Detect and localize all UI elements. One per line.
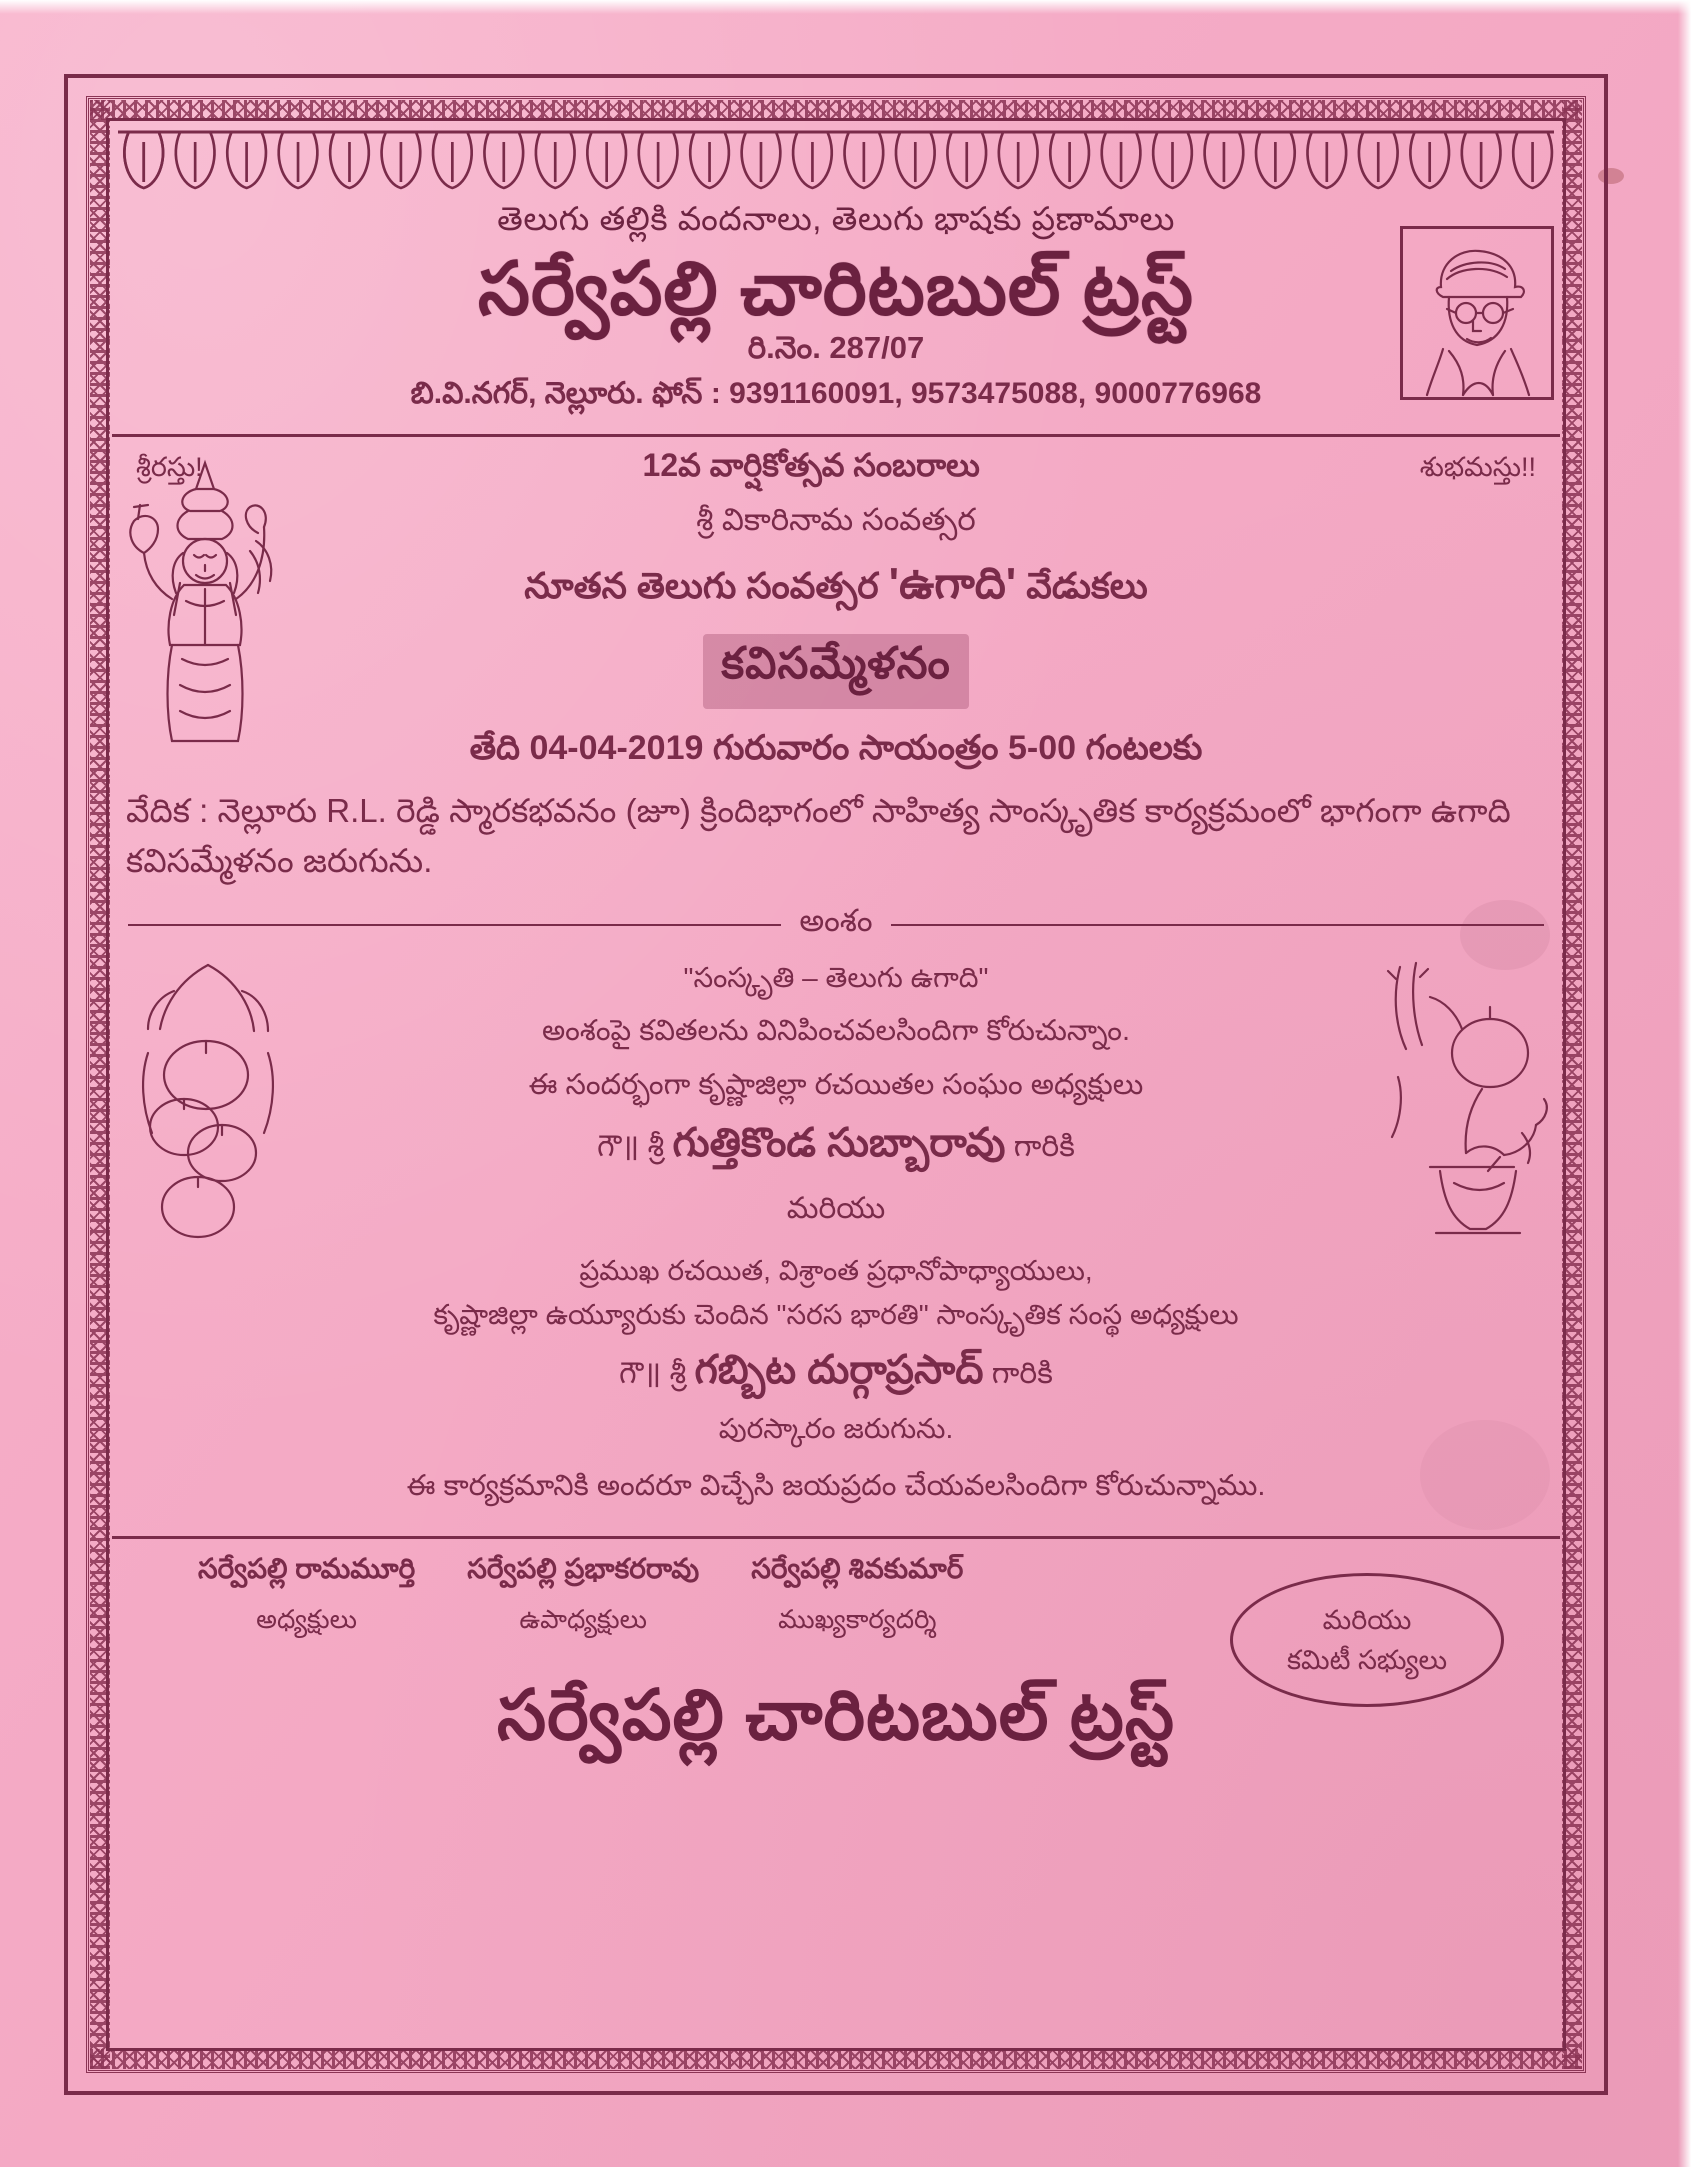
- signatory-name: సర్వేపల్లి రామమూర్తి: [198, 1553, 416, 1585]
- honoree-two-desc-line1: ప్రముఖ రచయిత, విశ్రాంత ప్రధానోపాధ్యాయులు,: [579, 1255, 1093, 1287]
- paper-edge-right: [1678, 0, 1700, 2167]
- honoree-one-prefix: గౌ॥ శ్రీ: [597, 1130, 673, 1164]
- knot-border-top: [90, 100, 1582, 120]
- signatory-name: సర్వేపల్లి శివకుమార్: [751, 1553, 964, 1585]
- signatory-name: సర్వేపల్లి ప్రభాకరరావు: [467, 1553, 700, 1585]
- portrait-frame: [1400, 226, 1554, 400]
- occasion-row: [118, 447, 1554, 492]
- salutation-text: తెలుగు తల్లికి వందనాలు, తెలుగు భాషకు ప్రణామాలు: [497, 200, 1175, 237]
- honoree-two-suffix: గారికి: [983, 1357, 1053, 1391]
- topic-label: అంశం: [799, 903, 873, 939]
- right-blessing: శుభమస్తు!!: [1419, 452, 1536, 483]
- closing-line: ఈ కార్యక్రమానికి అందరూ విచ్చేసి జయప్రదం చేయవలసిందిగా కోరుచున్నాము.: [406, 1470, 1266, 1503]
- honoree-two-name: గబ్బిట దుర్గాప్రసాద్: [694, 1348, 984, 1393]
- event-venue: వేదిక : నెల్లూరు R.L. రెడ్డి స్మారకభవనం (జూ) క్రిందిభాగంలో సాహిత్య సాంస్కృతిక కార్యక్రమంలో భాగంగా ఉగాది కవిసమ్మేళనం జరుగును.: [126, 792, 1511, 879]
- event-badge-row: [118, 620, 1554, 713]
- samvatsara-line: శ్రీ వికారినామ సంవత్సర: [696, 502, 976, 538]
- signatory-role: అధ్యక్షులు: [256, 1604, 358, 1635]
- ugadi-suffix: వేడుకలు: [1016, 565, 1148, 607]
- left-blessing: శ్రీరస్తు!: [136, 452, 203, 483]
- address-and-phone: బి.వి.నగర్, నెల్లూరు. ఫోన్ : 9391160091, 9573475088, 9000776968: [410, 377, 1262, 411]
- kalasam-icon: [1370, 957, 1560, 1257]
- honoree-one-name: గుత్తికొండ సుబ్బారావు: [672, 1121, 1006, 1166]
- mango-icon: [118, 957, 298, 1257]
- trust-title: సర్వేపల్లి చారిటబుల్ ట్రస్ట్: [478, 247, 1194, 330]
- signatory-role: ముఖ్యకార్యదర్శి: [778, 1604, 937, 1635]
- honoree-two-prefix: గౌ॥ శ్రీ: [619, 1357, 695, 1391]
- event-datetime: తేది 04-04-2019 గురువారం సాయంత్రం 5-00 గంటలకు: [469, 729, 1203, 768]
- lakshmi-icon: [110, 449, 300, 749]
- committee-badge: [1230, 1573, 1504, 1707]
- body-block: [112, 437, 1560, 1514]
- event-badge: కవిసమ్మేళనం: [703, 634, 969, 709]
- torana-decoration: [118, 126, 1554, 198]
- header-block: [112, 200, 1560, 434]
- paper-edge-top: [0, 0, 1700, 14]
- registration-number: రి.నెం. 287/07: [747, 330, 925, 366]
- signatory-role: ఉపాధ్యక్షులు: [519, 1604, 648, 1635]
- committee-line-2: కమిటీ సభ్యులు: [1286, 1645, 1448, 1676]
- theme-quote: "సంస్కృతి – తెలుగు ఉగాది": [683, 962, 989, 994]
- request-line: అంశంపై కవితలను వినిపించవలసిందిగా కోరుచున్నాం.: [541, 1015, 1130, 1048]
- knot-border-bottom: [90, 2049, 1582, 2069]
- honoree-one: [118, 1121, 1554, 1176]
- footer-trust-title: సర్వేపల్లి చారిటబుల్ ట్రస్ట్: [497, 1676, 1175, 1755]
- occasion-title: 12వ వార్షికోత్సవ సంబరాలు: [642, 447, 980, 484]
- divider-line-right: [891, 924, 1544, 926]
- ugadi-line: [118, 559, 1554, 620]
- ugadi-prefix: నూతన తెలుగు సంవత్సర: [524, 565, 889, 607]
- signatory-president: [198, 1553, 415, 1641]
- honoree-two-desc-line2: కృష్ణాజిల్లా ఉయ్యూరుకు చెందిన "సరస భారతి" సాంస్కృతిక సంస్థ అధ్యక్షులు: [433, 1298, 1239, 1330]
- honoree-intro: ఈ సందర్భంగా కృష్ణాజిల్లా రచయితల సంఘం అధ్యక్షులు: [528, 1069, 1144, 1102]
- footer-block: [112, 1539, 1560, 1773]
- signatory-vice-president: [467, 1553, 699, 1641]
- honoree-one-suffix: గారికి: [1005, 1130, 1075, 1164]
- honoree-two-description: [118, 1249, 1554, 1336]
- divider-line-left: [128, 924, 781, 926]
- honoree-two: [118, 1348, 1554, 1403]
- invitation-content: [112, 124, 1560, 2045]
- committee-line-1: మరియు: [1322, 1604, 1412, 1635]
- signatory-general-secretary: [751, 1553, 963, 1641]
- award-line: పురస్కారం జరుగును.: [718, 1413, 954, 1445]
- mariyu-connector: మరియు: [786, 1192, 886, 1226]
- ugadi-word: 'ఉగాది': [888, 559, 1017, 609]
- topic-divider: [128, 903, 1544, 946]
